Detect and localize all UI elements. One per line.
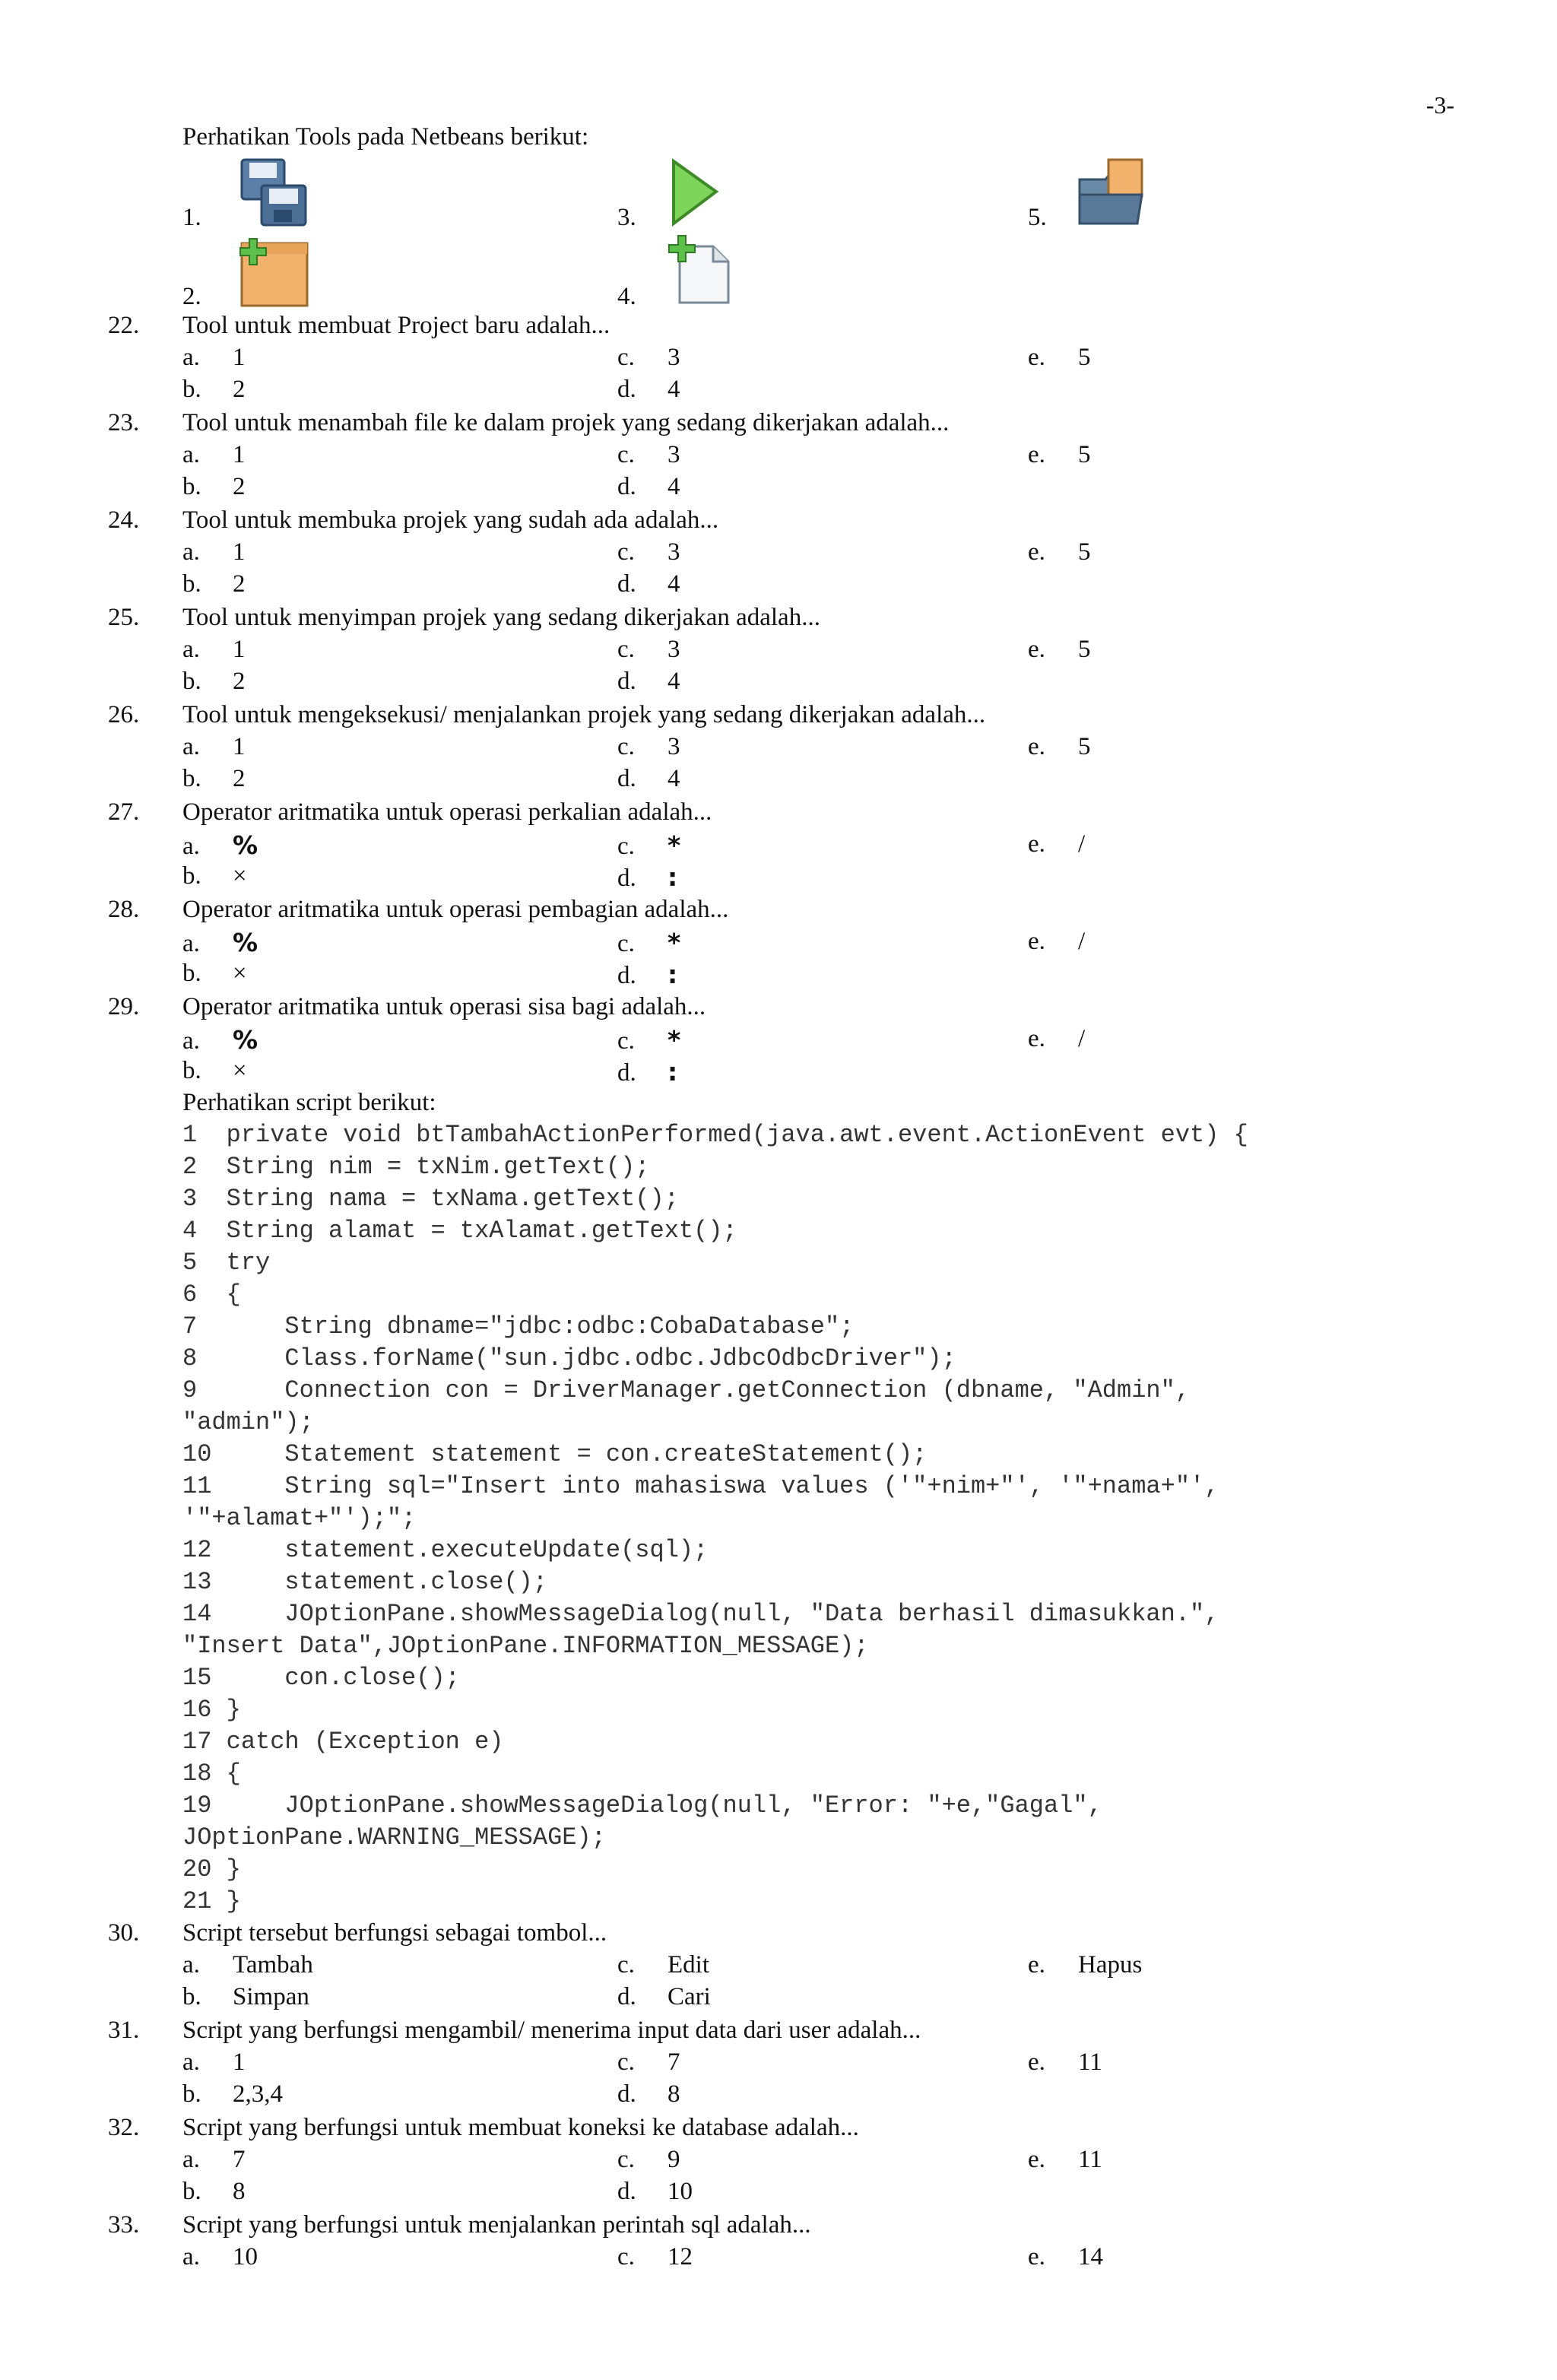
script-intro: Perhatikan script berikut:	[182, 1089, 436, 1116]
option-31-c: c. 7	[617, 2048, 680, 2076]
code-line: "admin");	[182, 1408, 314, 1436]
code-line: "Insert Data",JOptionPane.INFORMATION_MESSAGE);	[182, 1632, 869, 1660]
code-line: 14 JOptionPane.showMessageDialog(null, "Data berhasil dimasukkan.",	[182, 1600, 1219, 1628]
code-line: 6 {	[182, 1280, 241, 1309]
option-27-c: c. *	[617, 830, 681, 860]
page-number: -3-	[1425, 91, 1454, 119]
code-line: 21 }	[182, 1887, 241, 1915]
question-number-22: 22.	[108, 312, 140, 339]
option-22-a: a. 1	[182, 344, 246, 371]
question-number-26: 26.	[108, 701, 140, 728]
code-line: 7 String dbname="jdbc:odbc:CobaDatabase";	[182, 1312, 855, 1341]
code-line: 1 private void btTambahActionPerformed(java.awt.event.ActionEvent evt) {	[182, 1121, 1248, 1149]
question-text-22: Tool untuk membuat Project baru adalah...	[182, 312, 610, 339]
question-number-27: 27.	[108, 798, 140, 826]
tools-intro: Perhatikan Tools pada Netbeans berikut:	[182, 123, 589, 151]
option-24-b: b. 2	[182, 570, 246, 598]
question-number-30: 30.	[108, 1919, 140, 1947]
option-28-c: c. *	[617, 928, 681, 957]
option-22-e: e. 5	[1028, 344, 1091, 371]
option-26-c: c. 3	[617, 733, 680, 760]
option-24-c: c. 3	[617, 538, 680, 566]
code-line: 16 }	[182, 1696, 241, 1724]
option-28-b: b. ×	[182, 960, 247, 987]
question-number-28: 28.	[108, 896, 140, 923]
code-line: 10 Statement statement = con.createStatement();	[182, 1440, 928, 1468]
tool-label-1: 1.	[182, 204, 201, 231]
code-line: 20 }	[182, 1855, 241, 1883]
code-line: 5 try	[182, 1249, 271, 1277]
option-32-a: a. 7	[182, 2146, 246, 2173]
question-number-29: 29.	[108, 993, 140, 1020]
option-25-e: e. 5	[1028, 636, 1091, 663]
option-26-a: a. 1	[182, 733, 246, 760]
question-text-23: Tool untuk menambah file ke dalam projek yang sedang dikerjakan adalah...	[182, 409, 950, 436]
option-27-d: d. :	[617, 862, 678, 892]
code-line: 19 JOptionPane.showMessageDialog(null, "Error: "+e,"Gagal",	[182, 1791, 1102, 1820]
question-text-31: Script yang berfungsi mengambil/ menerima input data dari user adalah...	[182, 2017, 921, 2044]
option-26-e: e. 5	[1028, 733, 1091, 760]
code-line: 18 {	[182, 1760, 241, 1788]
option-24-d: d. 4	[617, 570, 680, 598]
code-line: 9 Connection con = DriverManager.getConnection (dbname, "Admin",	[182, 1376, 1191, 1404]
code-line: '"+alamat+"');";	[182, 1504, 417, 1532]
option-30-e: e. Hapus	[1028, 1951, 1143, 1979]
option-23-e: e. 5	[1028, 441, 1091, 468]
option-29-c: c. *	[617, 1025, 681, 1055]
question-number-25: 25.	[108, 604, 140, 631]
option-25-c: c. 3	[617, 636, 680, 663]
option-28-e: e. /	[1028, 928, 1086, 955]
option-28-d: d. :	[617, 960, 678, 989]
option-29-a: a. %	[182, 1025, 258, 1055]
option-23-d: d. 4	[617, 473, 680, 500]
option-32-e: e. 11	[1028, 2146, 1102, 2173]
option-24-a: a. 1	[182, 538, 246, 566]
code-line: 15 con.close();	[182, 1664, 460, 1692]
run-icon	[663, 157, 736, 230]
option-28-a: a. %	[182, 928, 258, 957]
code-line: 17 catch (Exception e)	[182, 1728, 504, 1756]
tool-label-4: 4.	[617, 283, 636, 310]
tool-label-2: 2.	[182, 283, 201, 310]
option-25-a: a. 1	[182, 636, 246, 663]
code-line: 4 String alamat = txAlamat.getText();	[182, 1217, 737, 1245]
option-30-d: d. Cari	[617, 1983, 711, 2010]
code-line: JOptionPane.WARNING_MESSAGE);	[182, 1823, 606, 1852]
option-22-d: d. 4	[617, 376, 680, 403]
question-text-27: Operator aritmatika untuk operasi perkalian adalah...	[182, 798, 712, 826]
question-number-24: 24.	[108, 506, 140, 534]
option-29-e: e. /	[1028, 1025, 1086, 1052]
option-32-b: b. 8	[182, 2178, 246, 2205]
option-27-a: a. %	[182, 830, 258, 860]
question-number-32: 32.	[108, 2114, 140, 2141]
option-23-c: c. 3	[617, 441, 680, 468]
code-line: 12 statement.executeUpdate(sql);	[182, 1536, 709, 1564]
option-23-a: a. 1	[182, 441, 246, 468]
code-line: 13 statement.close();	[182, 1568, 548, 1596]
option-30-c: c. Edit	[617, 1951, 709, 1979]
question-number-31: 31.	[108, 2017, 140, 2044]
option-30-b: b. Simpan	[182, 1983, 309, 2010]
question-number-23: 23.	[108, 409, 140, 436]
option-22-c: c. 3	[617, 344, 680, 371]
option-29-d: d. :	[617, 1057, 678, 1087]
option-33-e: e. 14	[1028, 2243, 1103, 2271]
new-file-icon	[663, 233, 736, 306]
code-line: 8 Class.forName("sun.jdbc.odbc.JdbcOdbcDriver");	[182, 1344, 956, 1372]
question-text-29: Operator aritmatika untuk operasi sisa bagi adalah...	[182, 993, 706, 1020]
question-text-24: Tool untuk membuka projek yang sudah ada adalah...	[182, 506, 719, 534]
option-25-d: d. 4	[617, 668, 680, 695]
option-27-b: b. ×	[182, 862, 247, 890]
question-text-32: Script yang berfungsi untuk membuat koneksi ke database adalah...	[182, 2114, 859, 2141]
option-31-e: e. 11	[1028, 2048, 1102, 2076]
save-all-icon	[237, 157, 310, 230]
code-line: 11 String sql="Insert into mahasiswa values ('"+nim+"', '"+nama+"',	[182, 1472, 1219, 1500]
option-22-b: b. 2	[182, 376, 246, 403]
new-project-icon	[237, 236, 310, 309]
option-33-a: a. 10	[182, 2243, 258, 2271]
question-text-26: Tool untuk mengeksekusi/ menjalankan projek yang sedang dikerjakan adalah...	[182, 701, 986, 728]
tool-label-3: 3.	[617, 204, 636, 231]
option-26-d: d. 4	[617, 765, 680, 792]
tool-label-5: 5.	[1028, 204, 1047, 231]
option-24-e: e. 5	[1028, 538, 1091, 566]
option-30-a: a. Tambah	[182, 1951, 313, 1979]
option-31-d: d. 8	[617, 2080, 680, 2108]
option-33-c: c. 12	[617, 2243, 693, 2271]
option-27-e: e. /	[1028, 830, 1086, 858]
question-text-33: Script yang berfungsi untuk menjalankan perintah sql adalah...	[182, 2211, 811, 2239]
question-number-33: 33.	[108, 2211, 140, 2239]
option-29-b: b. ×	[182, 1057, 247, 1084]
option-25-b: b. 2	[182, 668, 246, 695]
option-31-a: a. 1	[182, 2048, 246, 2076]
option-23-b: b. 2	[182, 473, 246, 500]
option-26-b: b. 2	[182, 765, 246, 792]
option-32-c: c. 9	[617, 2146, 680, 2173]
question-text-25: Tool untuk menyimpan projek yang sedang dikerjakan adalah...	[182, 604, 820, 631]
open-project-icon	[1075, 157, 1148, 230]
question-text-30: Script tersebut berfungsi sebagai tombol...	[182, 1919, 607, 1947]
code-line: 3 String nama = txNama.getText();	[182, 1185, 679, 1213]
option-31-b: b. 2,3,4	[182, 2080, 283, 2108]
option-32-d: d. 10	[617, 2178, 693, 2205]
question-text-28: Operator aritmatika untuk operasi pembagian adalah...	[182, 896, 729, 923]
code-line: 2 String nim = txNim.getText();	[182, 1153, 650, 1181]
